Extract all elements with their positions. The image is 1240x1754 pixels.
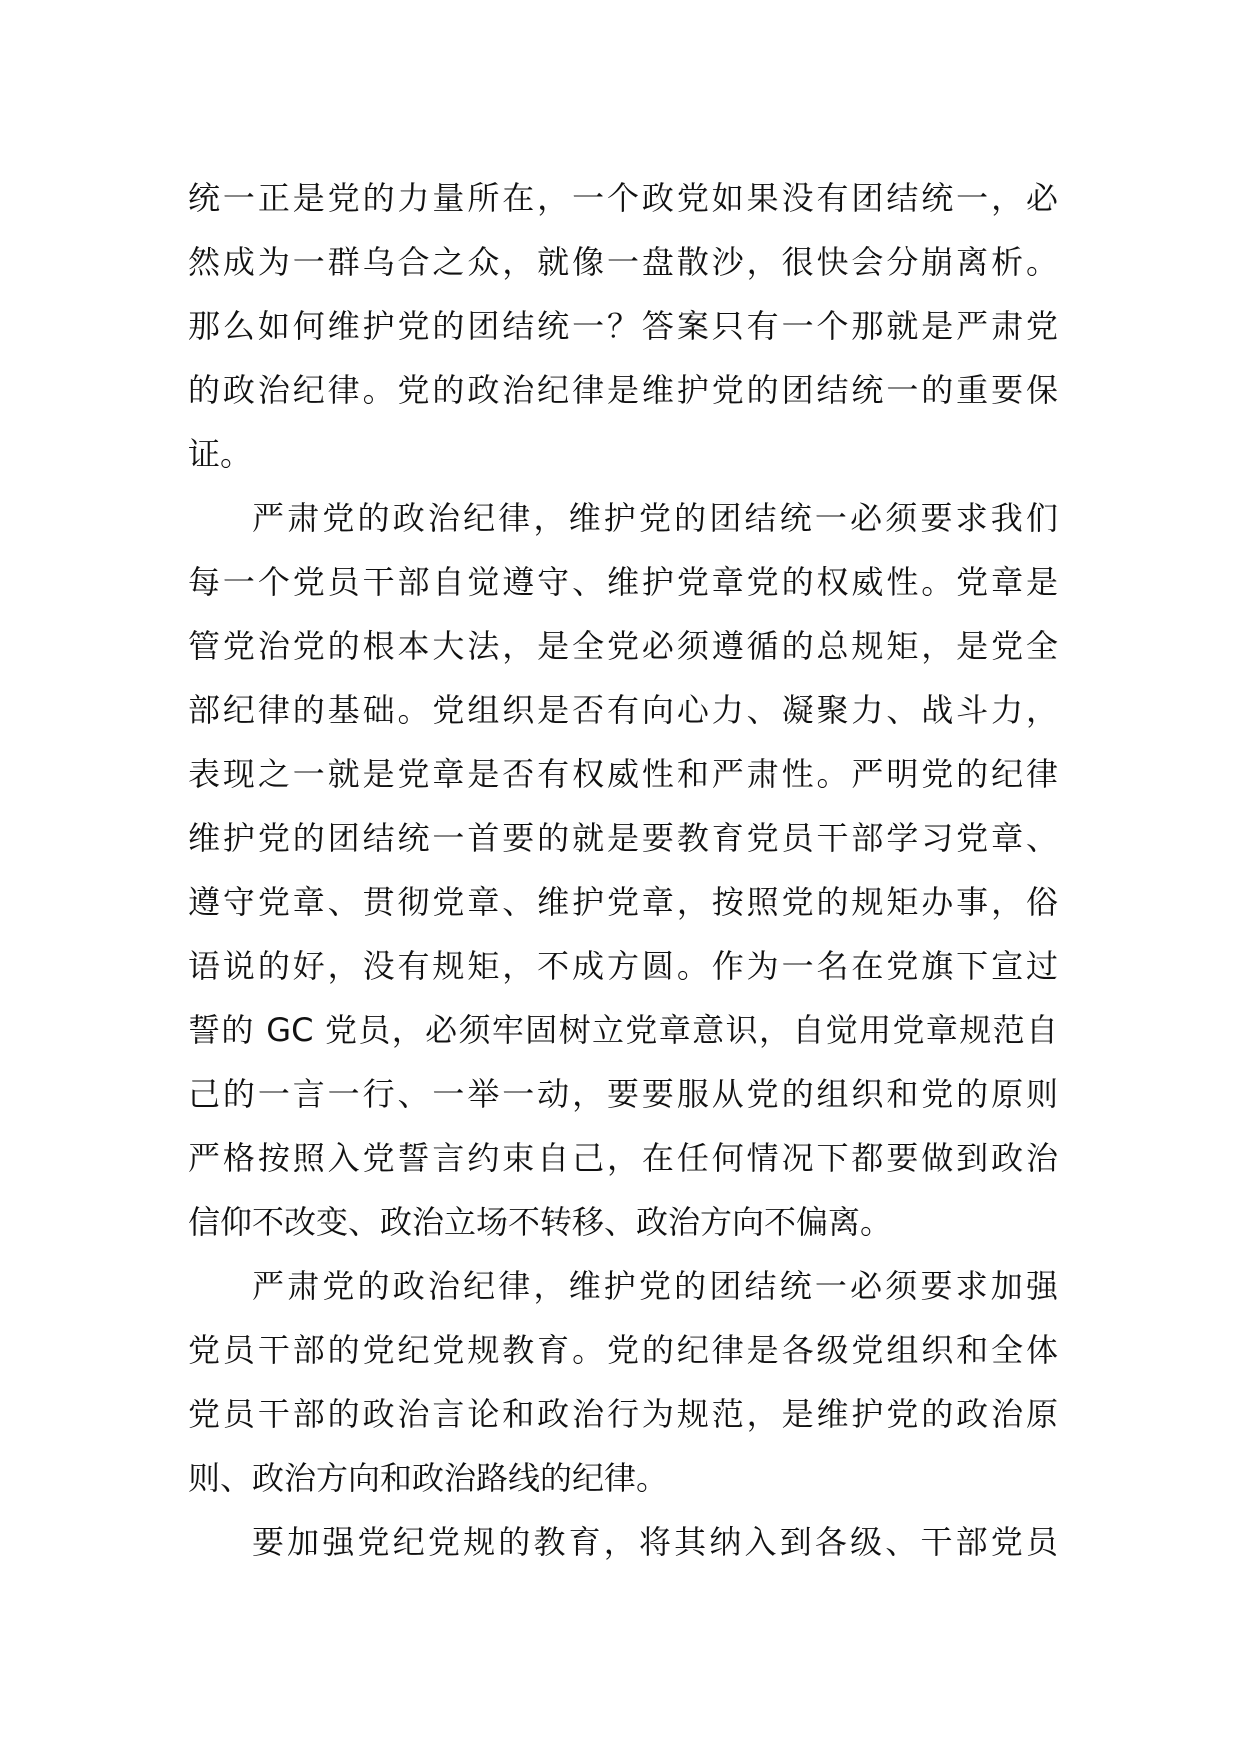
text-line: 党员干部的党纪党规教育。党的纪律是各级党组织和全体 [188,1331,1058,1369]
text-line: 严肃党的政治纪律，维护党的团结统一必须要求我们 [252,499,1058,537]
text-line: 要加强党纪党规的教育，将其纳入到各级、干部党员 [252,1523,1058,1561]
text-line: 严格按照入党誓言约束自己，在任何情况下都要做到政治 [188,1139,1058,1177]
text-line: 统一正是党的力量所在，一个政党如果没有团结统一，必 [188,179,1058,217]
text-line: 遵守党章、贯彻党章、维护党章，按照党的规矩办事，俗 [188,883,1058,921]
paragraph-3 [188,1254,1058,1510]
text-line: 己的一言一行、一举一动，要要服从党的组织和党的原则 [188,1075,1058,1113]
paragraph-1 [188,166,1058,486]
text-line: 信仰不改变、政治立场不转移、政治方向不偏离。 [188,1203,893,1241]
text-line: 那么如何维护党的团结统一？答案只有一个那就是严肃党 [188,307,1058,345]
text-line: 管党治党的根本大法，是全党必须遵循的总规矩，是党全 [188,627,1058,665]
document-body [188,166,1058,1574]
text-line: 语说的好，没有规矩，不成方圆。作为一名在党旗下宣过 [188,947,1058,985]
text-line: 维护党的团结统一首要的就是要教育党员干部学习党章、 [188,819,1058,857]
text-line: 部纪律的基础。党组织是否有向心力、凝聚力、战斗力， [188,691,1058,729]
text-line: 然成为一群乌合之众，就像一盘散沙，很快会分崩离析。 [188,243,1058,281]
text-line: 誓的 GC 党员，必须牢固树立党章意识，自觉用党章规范自 [188,1011,1058,1049]
paragraph-4 [188,1510,1058,1574]
text-line: 表现之一就是党章是否有权威性和严肃性。严明党的纪律 [188,755,1058,793]
paragraph-2 [188,486,1058,1254]
text-line: 严肃党的政治纪律，维护党的团结统一必须要求加强 [252,1267,1058,1305]
text-line: 证。 [188,435,253,473]
text-line: 则、政治方向和政治路线的纪律。 [188,1459,669,1497]
text-line: 的政治纪律。党的政治纪律是维护党的团结统一的重要保 [188,371,1058,409]
text-line: 党员干部的政治言论和政治行为规范，是维护党的政治原 [188,1395,1058,1433]
text-line: 每一个党员干部自觉遵守、维护党章党的权威性。党章是 [188,563,1058,601]
